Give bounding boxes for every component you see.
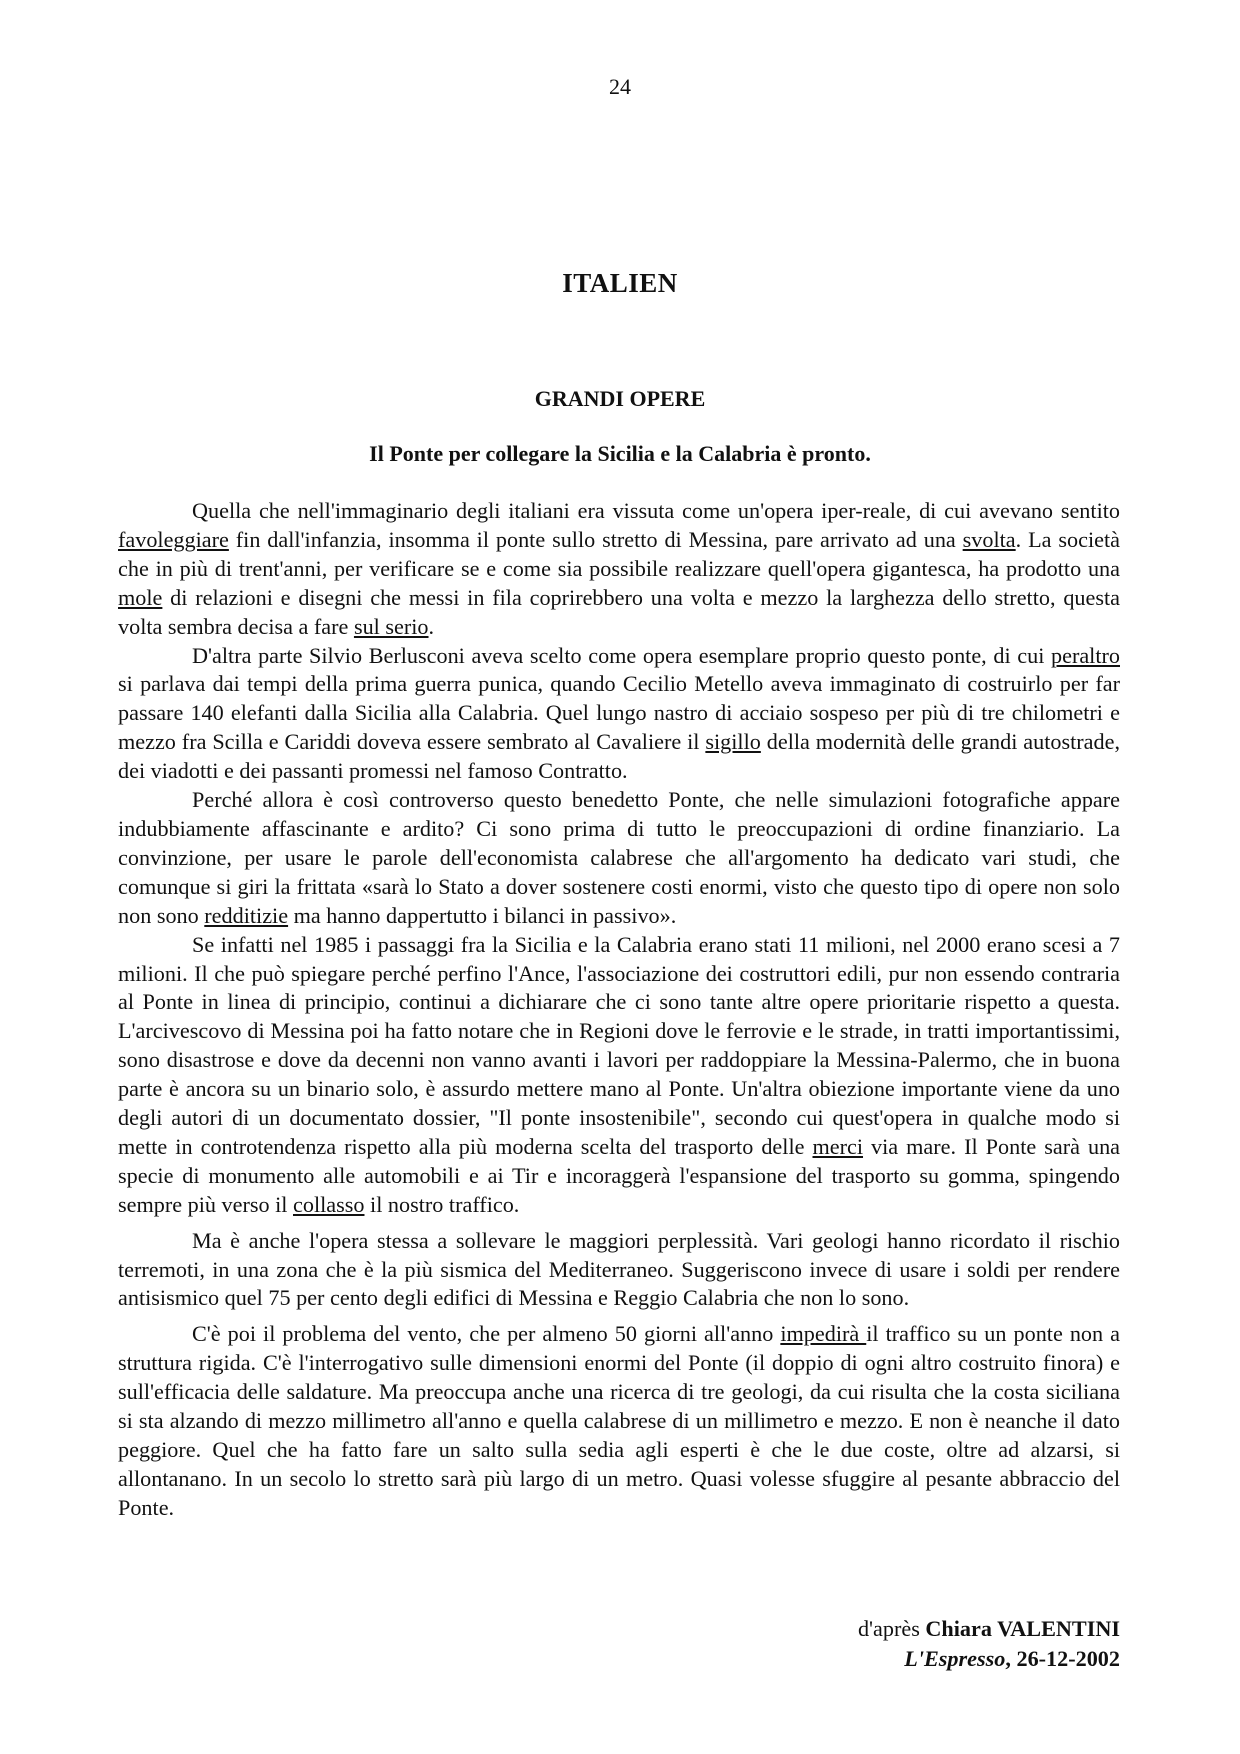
attribution-prefix: d'après: [857, 1616, 926, 1641]
article-subheading: Il Ponte per collegare la Sicilia e la Calabria è pronto.: [369, 441, 871, 466]
source-separator: ,: [1005, 1646, 1017, 1671]
text-run: della modernità delle grandi autostrade, dei viadotti e dei passanti promessi nel famoso Contratto.: [118, 729, 1120, 784]
attribution: [858, 1614, 1120, 1674]
text-run: Quella che nell'immaginario degli italiani era vissuta come un'opera iper-reale, di cui avevano sentito: [192, 498, 1120, 523]
underlined-word: sul serio: [353, 613, 429, 639]
article-body: [118, 497, 1120, 1523]
paragraph: [118, 497, 1120, 642]
author-line: [858, 1614, 1120, 1644]
text-run: . La società che in più di trent'anni, per verificare se e come sia possibile realizzare quell'opera gigantesca, ha prodotto una: [118, 526, 1120, 581]
text-run: fin dall'infanzia, insomma il ponte sullo stretto di Messina, pare arrivato ad una: [228, 526, 963, 552]
paragraph: [118, 786, 1120, 931]
text-run: via mare. Il Ponte sarà una specie di monumento alle automobili e ai Tir e incoraggerà l'espansione del trasporto su gomma, spingendo sempre più verso il: [118, 1133, 1121, 1217]
publication-date: 26-12-2002: [1016, 1646, 1120, 1671]
author-name: Chiara VALENTINI: [925, 1616, 1120, 1641]
publication-name: L'Espresso: [904, 1646, 1006, 1671]
underlined-word: favoleggiare: [118, 526, 229, 552]
text-run: di relazioni e disegni che messi in fila coprirebbero una volta e mezzo la larghezza dello stretto, questa volta sembra decisa a fare: [118, 584, 1120, 639]
page-number: 24: [609, 74, 631, 99]
text-run: C'è poi il problema del vento, che per almeno 50 giorni all'anno: [192, 1321, 781, 1347]
underlined-word: collasso: [293, 1191, 365, 1217]
underlined-word: peraltro: [1051, 642, 1120, 668]
underlined-word: merci: [812, 1133, 864, 1159]
article-heading: GRANDI OPERE: [534, 386, 706, 411]
paragraph: [118, 642, 1120, 787]
text-run: il nostro traffico.: [364, 1191, 520, 1217]
text-run: .: [428, 613, 435, 639]
text-run: si parlava dai tempi della prima guerra punica, quando Cecilio Metello aveva immaginato di costruirlo per far passare 140 elefanti dalla Sicilia alla Calabria. Quel lungo nastro di acciaio sospeso per più di tre chilometri e mezzo fra Scilla e Cariddi doveva essere sembrato al Cavaliere il: [118, 671, 1120, 755]
text-run: ma hanno dappertutto i bilanci in passivo».: [288, 902, 677, 928]
underlined-word: sigillo: [705, 729, 761, 755]
underlined-word: redditizie: [204, 902, 289, 928]
text-run: D'altra parte Silvio Berlusconi aveva scelto come opera esemplare proprio questo ponte, di cui: [192, 642, 1051, 668]
underlined-word: mole: [118, 584, 163, 610]
source-line: [858, 1644, 1120, 1674]
paragraph: [118, 931, 1120, 1220]
text-run: Perché allora è così controverso questo benedetto Ponte, che nelle simulazioni fotografiche appare indubbiamente affascinante e ardito? Ci sono prima di tutto le preoccupazioni di ordine finanziario. La convinzione, per usare le parole dell'economista calabrese che all'argomento ha dedicato vari studi, che comunque si giri la frittata «sarà lo Stato a dover sostenere costi enormi, visto che questo tipo di opere non solo non sono: [118, 787, 1120, 928]
text-run: il traffico su un ponte non a struttura rigida. C'è l'interrogativo sulle dimensioni enormi del Ponte (il doppio di ogni altro costruito finora) e sull'efficacia delle saldature. Ma preoccupa anche una ricerca di tre geologi, da cui risulta che la costa siciliana si sta alzando di mezzo millimetro all'anno e quella calabrese di un millimetro e mezzo. E non è neanche il dato peggiore. Quel che ha fatto fare un salto sulla sedia agli esperti è che le due coste, oltre ad alzarsi, si allontanano. In un secolo lo stretto sarà più largo di un metro. Quasi volesse sfuggire al pesante abbraccio del Ponte.: [118, 1321, 1120, 1520]
paragraph: [118, 1227, 1120, 1314]
underlined-word: svolta: [962, 526, 1016, 552]
section-title: ITALIEN: [562, 268, 678, 298]
text-run: Ma è anche l'opera stessa a sollevare le maggiori perplessità. Vari geologi hanno ricordato il rischio terremoti, in una zona che è la più sismica del Mediterraneo. Suggeriscono invece di usare i soldi per rendere antisismico quel 75 per cento degli edifici di Messina e Reggio Calabria che non lo sono.: [118, 1227, 1120, 1311]
text-run: Se infatti nel 1985 i passaggi fra la Sicilia e la Calabria erano stati 11 milioni, nel 2000 erano scesi a 7 milioni. Il che può spiegare perché perfino l'Ance, l'associazione dei costruttori edili, pur non essendo contraria al Ponte in linea di principio, continui a dichiarare che ci sono tante altre opere prioritarie rispetto a questa. L'arcivescovo di Messina poi ha fatto notare che in Regioni dove le ferrovie e le strade, in tratti importantissimi, sono disastrose e dove da decenni non vanno avanti i lavori per raddoppiare la Messina-Palermo, che in buona parte è ancora su un binario solo, è assurdo mettere mano al Ponte. Un'altra obiezione importante viene da uno degli autori di un documentato dossier, "Il ponte insostenibile", secondo cui quest'opera in qualche modo si mette in controtendenza rispetto alla più moderna scelta del trasporto delle: [118, 931, 1120, 1159]
underlined-word: impedirà: [780, 1321, 867, 1347]
paragraph: [118, 1320, 1120, 1522]
